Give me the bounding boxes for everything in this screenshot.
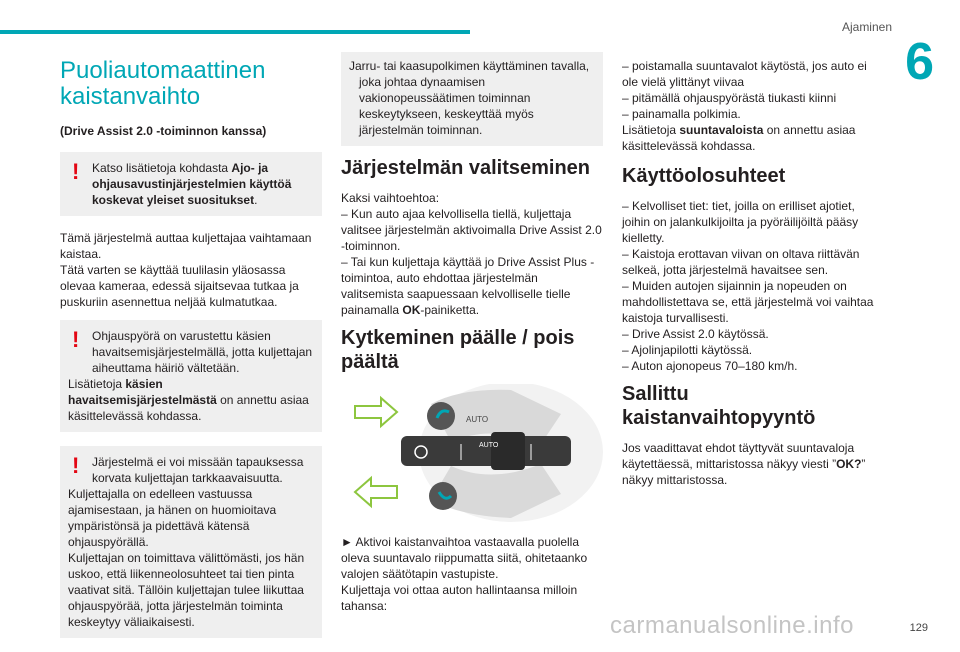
warning-note-3: ! Järjestelmä ei voi missään tapauksessa korvata kuljettajan tarkkaavaisuutta. Kuljettajalla on edelleen vastuussa ajamisestaan, ja hänen on huomioitava ympäristönsä ja pidettävä kätensä ohjauspyörällä. Kuljettajan on toimittava välittömästi, jos hän uskoo, että liikenneolosuhteet tai tien pinta vaativat sitä. Tällöin kuljettajan tulee liikuttaa ohjauspyörää, jotta järjestelmän toiminta keskeytyy väliaikaisesti. (60, 446, 322, 638)
section-title: Ajaminen (841, 20, 892, 34)
heading-on-off: Kytkeminen päälle / pois päältä (341, 327, 575, 373)
column-3: – poistamalla suuntavalot käytöstä, jos auto ei ole vielä ylittänyt viivaa – pitämällä ohjauspyörästä tiukasti kiinni – painamalla polkimia. Lisätietoja suuntavaloista on annettu asiaa käsittelevässä kohdassa. Käyttöolosuhteet – Kelvolliset tiet: tiet, joilla on erilliset ajotiet, joihin on jalankulkijoilta ja pyöräilijöiltä pääsy kielletty. – Kaistoja erottavan viivan on oltava riittävän selkeä, jotta järjestelmä havaitsee sen. – Muiden autojen sijainnin ja nopeuden on mahdollistettava se, että järjestelmä voi vaihtaa kaistoja turvallisesti. – Drive Assist 2.0 käytössä. – Ajolinjapilotti käytössä. – Auton ajonopeus 70–180 km/h. Sallittu kaistanvaihtopyyntö Jos vaadittavat ehdot täyttyvät suuntavaloja käytettäessä, mittaristossa näkyy viesti ”OK?” näkyy mittaristossa. (622, 58, 884, 494)
continued-note: Jarru- tai kaasupolkimen käyttäminen tavalla, joka johtaa dynaamisen vakionopeussäätimen toiminnan keskeytykseen, keskeyttää myös järjestelmän toiminnan. (341, 52, 603, 146)
arrow-left-icon (355, 478, 397, 506)
column-2: Jarru- tai kaasupolkimen käyttäminen tavalla, joka johtaa dynaamisen vakionopeussäätimen toiminnan keskeytykseen, keskeyttää myös järjestelmän toiminnan. Järjestelmän valitseminen Kaksi vaihtoehtoa: – Kun auto ajaa kelvollisella tiellä, kuljettaja valitsee järjestelmän aktivoimalla Drive Assist 2.0 -toiminnon. – Tai kun kuljettaja käyttää jo Drive Assist Plus -toimintoa, auto ehdottaa järjestelmän valitsemista saapuessaan kelvolliselle tielle painamalla OK-painiketta. Kytkeminen päälle / pois päältä AUTO AUTO ► Aktivoi kaistanvaihtoa vastaavalla puolella oleva suuntavalo riippumatta siitä, ohitetaanko valojen säätötapin vastupiste. Kuljettaja voi ottaa auton hallintaansa milloin tahansa: (341, 52, 603, 620)
svg-text:AUTO: AUTO (479, 442, 499, 449)
column-1 (60, 52, 322, 652)
page-number: 129 (909, 622, 928, 634)
page-subtitle: (Drive Assist 2.0 -toiminnon kanssa) (60, 124, 267, 138)
heading-system-selection: Järjestelmän valitseminen (341, 157, 591, 179)
intro-paragraph-2: Tätä varten se käyttää tuulilasin yläosassa olevaa kameraa, edessä sijaitsevaa tutkaa ja puskuriin asennettua neljää kulmatutkaa. (60, 263, 299, 309)
intro-paragraph: Tämä järjestelmä auttaa kuljettajaa vaihtamaan kaistaa. (60, 231, 312, 261)
warning-note-1: ! Katso lisätietoja kohdasta Ajo- ja ohjausavustinjärjestelmien käyttöä koskevat yleiset suositukset. (60, 152, 322, 216)
heading-operating-conditions: Käyttöolosuhteet (622, 165, 786, 187)
chapter-number: 6 (905, 33, 934, 91)
warning-exclamation-icon: ! (72, 327, 80, 352)
watermark: carmanualsonline.info (610, 612, 854, 639)
warning-exclamation-icon: ! (72, 159, 80, 184)
header-accent-bar (0, 30, 470, 34)
warning-exclamation-icon: ! (72, 453, 80, 478)
heading-lane-change-request: Sallittu kaistanvaihtopyyntö (622, 383, 816, 429)
warning-note-2: ! Ohjauspyörä on varustettu käsien havaitsemisjärjestelmällä, jotta kuljettajan aiheuttama häiriö vältetään. Lisätietoja käsien havaitsemisjärjestelmästä on annettu asiaa käsittelevässä kohdassa. (60, 320, 322, 432)
svg-text:AUTO: AUTO (466, 415, 489, 424)
page-title: Puoliautomaattinen kaistanvaihto (60, 57, 266, 110)
lighting-stalk-illustration (341, 384, 603, 524)
arrow-right-icon (355, 398, 397, 426)
